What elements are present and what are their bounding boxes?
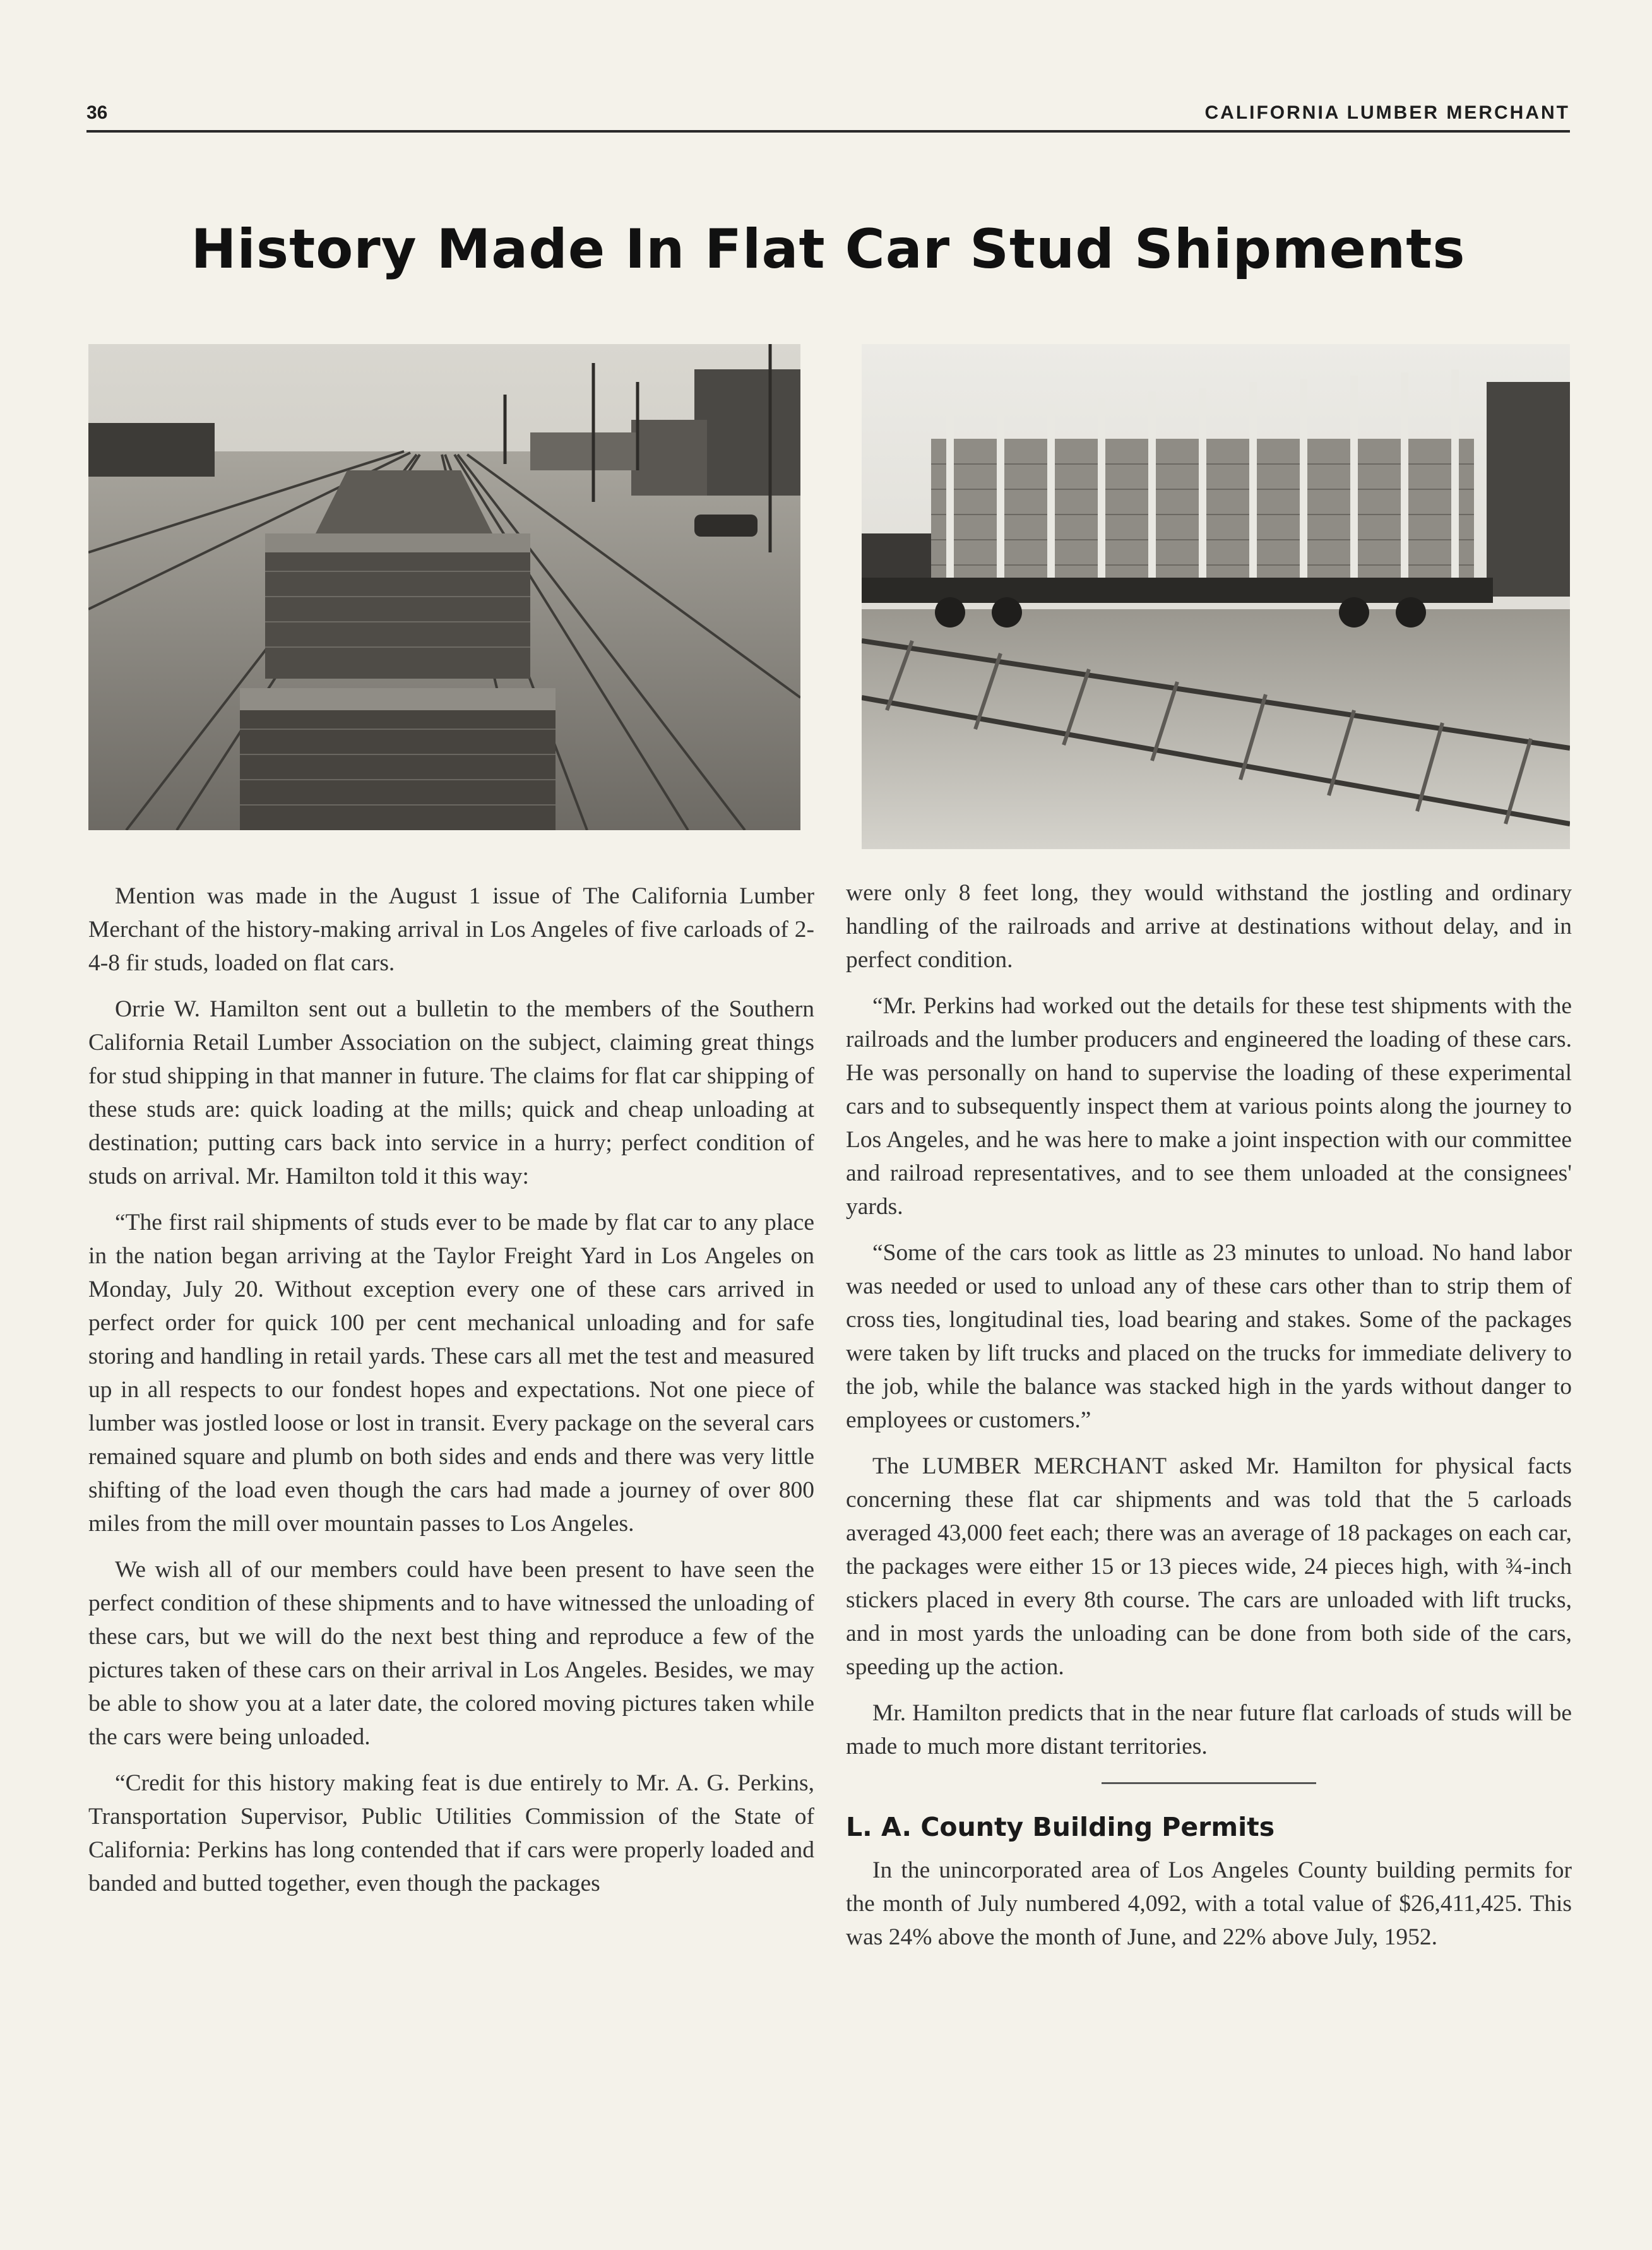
sidebar-article-title: L. A. County Building Permits: [846, 1812, 1275, 1842]
article-paragraph: “The first rail shipments of studs ever to be made by flat car to any place in the nation began arriving at the Taylor Freight Yard in Los Angeles on Monday, July 20. Without exception every one of these cars arrived in perfect order for quick 100 per cent mechanical unloading and for safe storing and handling in retail yards. These cars all met the test and measured up in all respects to our fondest hopes and expectations. Not one piece of lumber was jostled loose or lost in transit. Every package on the several cars remained square and plumb on both sides and ends and there was very little shifting of the load even though the cars had made a journey of over 800 miles from the mill over mountain passes to Los Angeles.: [88, 1210, 814, 1537]
article-paragraph: Mention was made in the August 1 issue of The California Lumber Merchant of the history-making arrival in Los Angeles of five carloads of 2-4-8 fir studs, loaded on flat cars.: [88, 883, 814, 976]
header-rule: [86, 130, 1570, 133]
article-paragraph: Orrie W. Hamilton sent out a bulletin to the members of the Southern California Retail Lumber Association on the subject, claiming great things for stud shipping in that manner in future. The claims for flat car shipping of these studs are: quick loading at the mills; quick and cheap unloading at destination; putting cars back into service in a hurry; perfect condition of studs on arrival. Mr. Hamilton told it this way:: [88, 996, 814, 1189]
page-header: [86, 98, 1570, 134]
article-paragraph: “Mr. Perkins had worked out the details for these test shipments with the railroads and the lumber producers and engineered the loading of these cars. He was personally on hand to supervise the loading of these experimental cars and to subsequently inspect them at various points along the journey to Los Angeles, and he was here to make a joint inspection with our committee and railroad representatives, and to see them unloaded at the consignees' yards.: [846, 993, 1572, 1220]
page-number: 36: [86, 102, 108, 123]
article-column-right: [846, 876, 1572, 1967]
photo-icon: [862, 344, 1570, 849]
article-paragraph: The LUMBER MERCHANT asked Mr. Hamilton for physical facts concerning these flat car shipments and was told that the 5 carloads averaged 43,000 feet each; there was an average of 18 packages on each car, the packages were either 15 or 13 pieces wide, 24 pieces high, with ¾-inch stickers placed in every 8th course. The cars are unloaded with lift trucks, and in most yards the unloading can be done from both side of the cars, speeding up the action.: [846, 1453, 1572, 1680]
photo-flatcar-side-view: [862, 344, 1570, 849]
article-paragraph: “Some of the cars took as little as 23 minutes to unload. No hand labor was needed or used to unload any of these cars other than to strip them of cross ties, longitudinal ties, load bearing and stakes. Some of the packages were taken by lift trucks and placed on the trucks for immediate delivery to the job, while the balance was stacked high in the yards without danger to employees or customers.”: [846, 1240, 1572, 1433]
article-paragraph: were only 8 feet long, they would withstand the jostling and ordinary handling of the railroads and arrive at destinations without delay, and in perfect condition.: [846, 880, 1572, 973]
photo-icon: [88, 344, 800, 830]
article-paragraph: We wish all of our members could have been present to have seen the perfect condition of these shipments and to have witnessed the unloading of these cars, but we will do the next best thing and reproduce a few of the pictures taken of these cars on their arrival in Los Angeles. Besides, we may be able to show you at a later date, the colored moving pictures taken while the cars were being unloaded.: [88, 1557, 814, 1750]
photo-flatcar-tracks-view: [88, 344, 800, 830]
article-headline: History Made In Flat Car Stud Shipments: [191, 218, 1466, 281]
article-paragraph: “Credit for this history making feat is due entirely to Mr. A. G. Perkins, Transportation Supervisor, Public Utilities Commission of the State of California: Perkins has long contended that if cars were properly loaded and banded and butted together, even though the packages: [88, 1770, 814, 1896]
publication-name: CALIFORNIA LUMBER MERCHANT: [1204, 102, 1570, 123]
sidebar-article-body: In the unincorporated area of Los Angeles County building permits for the month of July numbered 4,092, with a total value of $26,411,425. This was 24% above the month of June, and 22% above July, 1952.: [846, 1857, 1572, 1950]
article-paragraph: Mr. Hamilton predicts that in the near future flat carloads of studs will be made to much more distant territories.: [846, 1700, 1572, 1759]
article-column-left: [88, 879, 814, 1913]
section-divider: [1102, 1782, 1316, 1784]
